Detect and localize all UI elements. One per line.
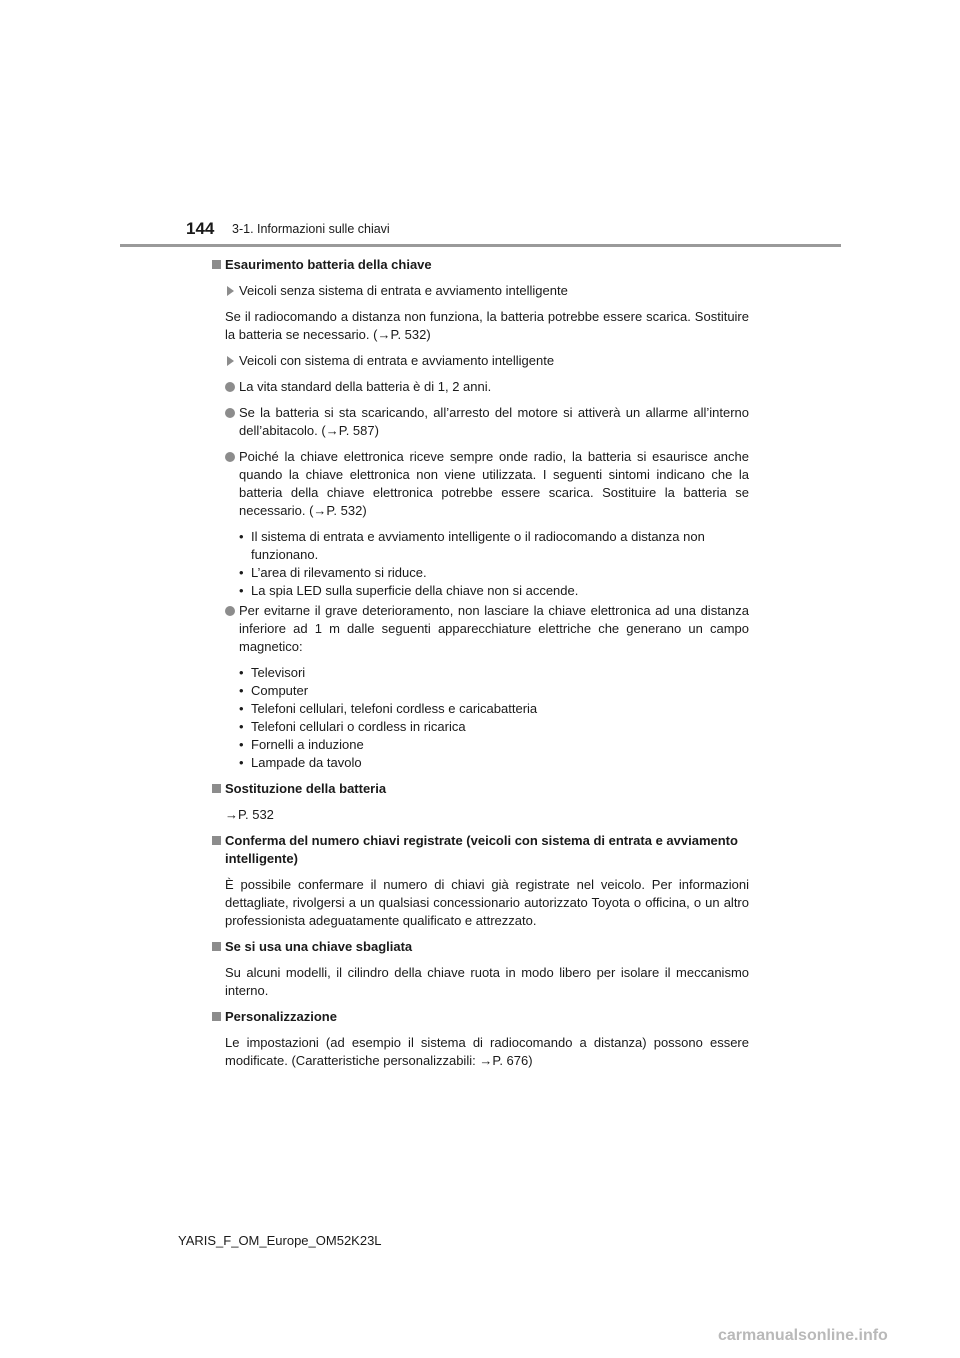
vehicle-type-text: Veicoli senza sistema di entrata e avviamento intelligente [239,283,568,298]
heading-text: Conferma del numero chiavi registrate (veicoli con sistema di entrata e avviamento intelligente) [225,833,738,866]
square-bullet-icon [212,836,221,845]
heading-text: Personalizzazione [225,1009,337,1024]
vehicle-type-item [211,352,749,370]
bullet-item [211,602,749,656]
list-item: • La spia LED sulla superficie della chiave non si accende. [239,583,579,598]
list-item: • Telefoni cellulari o cordless in ricarica [239,719,466,734]
circle-bullet-icon [225,408,235,418]
document-code: YARIS_F_OM_Europe_OM52K23L [178,1233,382,1248]
circle-bullet-icon [225,382,235,392]
page-content [211,256,749,1078]
square-bullet-icon [212,1012,221,1021]
header-divider [120,244,841,247]
bullet-item [211,378,749,396]
triangle-arrow-icon [227,286,234,296]
bullet-item [211,448,749,520]
bullet-text: Se la batteria si sta scaricando, all’arresto del motore si attiverà un allarme all’interno dell’abitacolo. (→P. 587) [239,405,749,438]
bullet-text: Per evitarne il grave deterioramento, non lasciare la chiave elettronica ad una distanza inferiore ad 1 m dalle seguenti apparecchiature elettriche che generano un campo magnetico: [239,603,749,654]
circle-bullet-icon [225,452,235,462]
heading-text: Esaurimento batteria della chiave [225,257,432,272]
square-bullet-icon [212,784,221,793]
section-heading-wrong-key [211,938,749,956]
page-number: 144 [186,219,215,238]
paragraph: È possibile confermare il numero di chiavi già registrate nel veicolo. Per informazioni dettagliate, rivolgersi a un qualsiasi concessionario autorizzato Toyota o officina, o un altro professionista adeguatamente qualificato e attrezzato. [225,877,749,928]
section-heading-battery-depletion [211,256,749,274]
device-list [211,664,749,772]
list-item: • Computer [239,683,309,698]
list-item: • Telefoni cellulari, telefoni cordless e caricabatteria [239,701,538,716]
heading-text: Sostituzione della batteria [225,781,387,796]
symptom-list [211,528,749,600]
heading-text: Se si usa una chiave sbagliata [225,939,413,954]
list-item: • Lampade da tavolo [239,755,362,770]
page-reference-link[interactable]: →P. 532 [225,807,274,822]
bullet-text: Poiché la chiave elettronica riceve sempre onde radio, la batteria si esaurisce anche quando la chiave elettronica non viene utilizzata. I seguenti sintomi indicano che la batteria della chiave elettronica potrebbe essere scarica. Sostituire la batteria se necessario. (→P. 532) [239,449,749,518]
list-item: • Fornelli a induzione [239,737,364,752]
list-item: • Il sistema di entrata e avviamento intelligente o il radiocomando a distanza non funzionano. [239,529,705,562]
circle-bullet-icon [225,606,235,616]
section-heading-battery-replacement [211,780,749,798]
vehicle-type-item [211,282,749,300]
list-item: • L’area di rilevamento si riduce. [239,565,427,580]
square-bullet-icon [212,260,221,269]
paragraph: Su alcuni modelli, il cilindro della chiave ruota in modo libero per isolare il meccanismo interno. [225,965,749,998]
section-heading-customization [211,1008,749,1026]
section-title: 3-1. Informazioni sulle chiavi [232,222,390,236]
section-heading-registered-keys [211,832,749,868]
watermark: carmanualsonline.info [718,1327,888,1344]
bullet-text: La vita standard della batteria è di 1, 2 anni. [239,379,492,394]
triangle-arrow-icon [227,356,234,366]
bullet-item [211,404,749,440]
square-bullet-icon [212,942,221,951]
paragraph: Se il radiocomando a distanza non funziona, la batteria potrebbe essere scarica. Sostituire la batteria se necessario. (→P. 532) [225,309,749,342]
paragraph: Le impostazioni (ad esempio il sistema di radiocomando a distanza) possono essere modificate. (Caratteristiche personalizzabili: →P. 676) [225,1035,749,1068]
list-item: • Televisori [239,665,306,680]
vehicle-type-text: Veicoli con sistema di entrata e avviamento intelligente [239,353,555,368]
